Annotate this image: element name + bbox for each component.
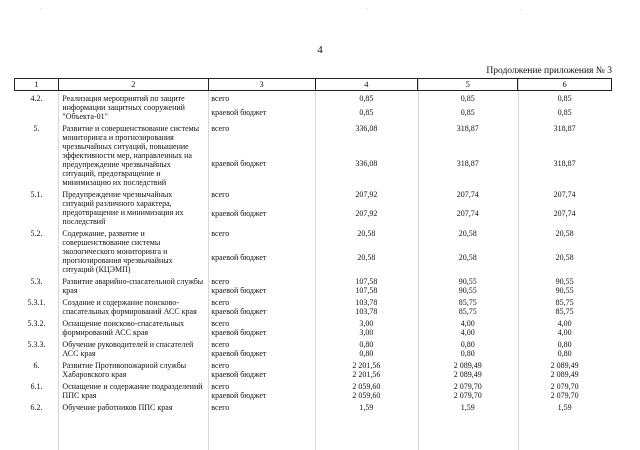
funding-source: всего	[211, 229, 230, 238]
item-name: Развитие аварийно-спасательной службы края	[62, 277, 204, 295]
value-col5: 20,58	[458, 253, 477, 263]
value-col6: 85,75	[555, 307, 574, 316]
table-row	[15, 295, 612, 307]
table-row	[15, 121, 612, 159]
value-col5: 0,80	[460, 340, 475, 349]
value-col5: 207,74	[456, 190, 479, 199]
table-row	[15, 91, 612, 109]
item-number: 6.	[33, 361, 40, 370]
table-header-row	[15, 79, 612, 91]
value-col5: 2 079,70	[453, 391, 482, 400]
value-col6: 4,00	[557, 319, 572, 328]
value-col5: 0,85	[460, 94, 475, 103]
table-row	[15, 316, 612, 328]
value-col6: 85,75	[555, 298, 574, 307]
funding-source: краевой бюджет	[211, 349, 267, 358]
value-col5: 4,00	[460, 328, 475, 337]
value-col5: 1,59	[460, 403, 475, 412]
header-cell: 1	[15, 79, 59, 91]
funding-source: всего	[211, 190, 230, 199]
funding-source: всего	[211, 382, 230, 391]
value-col6: 207,74	[553, 190, 576, 199]
value-col6: 90,55	[555, 286, 574, 295]
funding-source: краевой бюджет	[211, 370, 267, 379]
value-col6: 90,55	[555, 277, 574, 286]
item-number: 5.3.3.	[27, 340, 46, 349]
value-col5: 90,55	[458, 286, 477, 295]
funding-source: краевой бюджет	[211, 253, 267, 263]
item-name: Оснащение поисково-спасательных формирований АСС края	[62, 319, 185, 337]
item-number: 5.	[33, 124, 40, 133]
item-number: 5.2.	[30, 229, 43, 238]
funding-source: краевой бюджет	[211, 328, 267, 337]
value-col4: 207,92	[355, 209, 378, 219]
item-name: Обучение работников ППС края	[62, 403, 173, 412]
table-row	[15, 226, 612, 253]
value-col4: 103,78	[355, 298, 378, 307]
funding-source: краевой бюджет	[211, 307, 267, 316]
item-number: 4.2.	[30, 94, 43, 103]
table-row	[15, 337, 612, 349]
header-cell: 6	[518, 79, 612, 91]
value-col4: 20,58	[357, 253, 376, 263]
item-name: Создание и содержание поисково-спасательных формирований АСС края	[62, 298, 197, 316]
value-col6: 1,59	[557, 403, 572, 412]
funding-source: всего	[211, 298, 230, 307]
value-col5: 85,75	[458, 298, 477, 307]
value-col6: 318,87	[553, 158, 576, 168]
table-row	[15, 400, 612, 412]
value-col4: 0,80	[359, 340, 374, 349]
funding-source: краевой бюджет	[211, 391, 267, 400]
value-col5: 207,74	[456, 209, 479, 219]
value-col6: 20,58	[555, 229, 574, 238]
funding-source: краевой бюджет	[211, 209, 267, 219]
item-name: Оснащение и содержание подразделений ППС края	[62, 382, 203, 400]
value-col5: 2 089,49	[453, 361, 482, 370]
funding-source: краевой бюджет	[211, 108, 267, 118]
value-col5: 0,85	[460, 108, 475, 118]
value-col4: 336,08	[355, 124, 378, 133]
item-number: 5.1.	[30, 190, 43, 199]
value-col4: 1,59	[359, 403, 374, 412]
table-row	[15, 358, 612, 370]
scan-speck: ·	[520, 8, 522, 14]
funding-source: всего	[211, 124, 230, 133]
item-name: Обучение руководителей и спасателей АСС края	[62, 340, 194, 358]
funding-source: краевой бюджет	[211, 158, 267, 168]
value-col6: 0,80	[557, 340, 572, 349]
value-col6: 2 089,49	[550, 370, 579, 379]
item-number: 5.3.1.	[27, 298, 46, 307]
item-name: Развитие и совершенствование системы мониторинга и прогнозирования чрезвычайных ситуаций, повышение эффективности мер, направленных на предупреждение чрезвычайных ситуаций, предотвращение и минимизацию их последствий	[62, 124, 200, 187]
funding-source: всего	[211, 277, 230, 286]
page-number: 4	[317, 44, 323, 56]
item-number: 5.3.2.	[27, 319, 46, 328]
continued-label: Продолжение приложения № 3	[486, 66, 612, 76]
value-col5: 4,00	[460, 319, 475, 328]
funding-source: всего	[211, 340, 230, 349]
item-number: 6.1.	[30, 382, 43, 391]
value-col5: 2 079,70	[453, 382, 482, 391]
funding-source: всего	[211, 319, 230, 328]
funding-source: краевой бюджет	[211, 286, 267, 295]
header-cell: 5	[418, 79, 518, 91]
value-col4: 20,58	[357, 229, 376, 238]
budget-table	[14, 78, 612, 412]
header-cell: 4	[315, 79, 418, 91]
value-col4: 0,80	[359, 349, 374, 358]
value-col6: 2 079,70	[550, 382, 579, 391]
header-cell: 2	[58, 79, 208, 91]
value-col4: 107,58	[355, 286, 378, 295]
value-col6: 4,00	[557, 328, 572, 337]
value-col4: 103,78	[355, 307, 378, 316]
table-row	[15, 187, 612, 209]
value-col4: 107,58	[355, 277, 378, 286]
value-col6: 318,87	[553, 124, 576, 133]
header-cell: 3	[208, 79, 315, 91]
item-name: Содержание, развитие и совершенствование системы экологического мониторинга и прогнозирования чрезвычайных ситуаций (КЦЭМП)	[62, 229, 173, 274]
value-col4: 336,08	[355, 158, 378, 168]
value-col4: 207,92	[355, 190, 378, 199]
value-col4: 0,85	[359, 94, 374, 103]
table-row	[15, 274, 612, 286]
value-col6: 0,80	[557, 349, 572, 358]
value-col4: 2 201,56	[352, 361, 381, 370]
item-name: Развитие Противопожарной службы Хабаровского края	[62, 361, 187, 379]
value-col5: 318,87	[456, 158, 479, 168]
value-col5: 20,58	[458, 229, 477, 238]
scan-speck: ·	[366, 6, 368, 12]
item-name: Предупреждение чрезвычайных ситуаций различного характера, предотвращение и минимизация их последствий	[62, 190, 184, 226]
value-col4: 2 201,56	[352, 370, 381, 379]
funding-source: всего	[211, 361, 230, 370]
value-col5: 318,87	[456, 124, 479, 133]
item-number: 5.3.	[30, 277, 43, 286]
value-col5: 90,55	[458, 277, 477, 286]
scan-speck: ·	[40, 6, 42, 12]
value-col6: 2 089,49	[550, 361, 579, 370]
value-col4: 2 059,60	[352, 391, 381, 400]
value-col4: 0,85	[359, 108, 374, 118]
table-row	[15, 379, 612, 391]
value-col4: 2 059,60	[352, 382, 381, 391]
value-col6: 207,74	[553, 209, 576, 219]
value-col5: 85,75	[458, 307, 477, 316]
value-col4: 3,00	[359, 328, 374, 337]
value-col5: 2 089,49	[453, 370, 482, 379]
value-col6: 2 079,70	[550, 391, 579, 400]
item-number: 6.2.	[30, 403, 43, 412]
value-col6: 0,85	[557, 94, 572, 103]
funding-source: всего	[211, 94, 230, 103]
value-col6: 0,85	[557, 108, 572, 118]
item-name: Реализация мероприятий по защите информации защитных сооружений "Объекта-01"	[62, 94, 185, 121]
value-col4: 3,00	[359, 319, 374, 328]
value-col5: 0,80	[460, 349, 475, 358]
value-col6: 20,58	[555, 253, 574, 263]
funding-source: всего	[211, 403, 230, 412]
